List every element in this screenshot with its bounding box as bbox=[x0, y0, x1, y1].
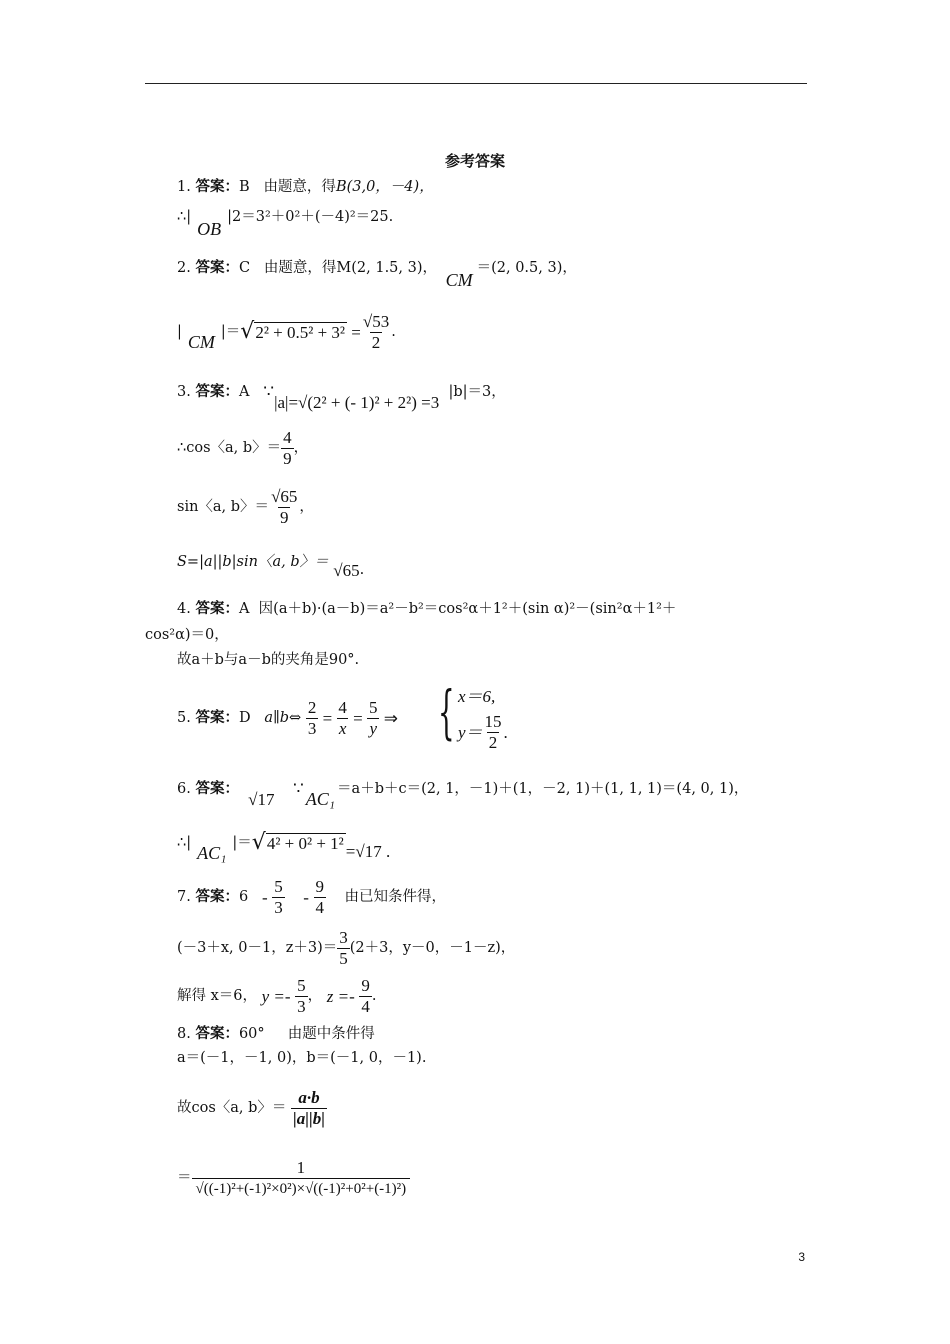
q1-line1: 1. 答案：B 由题意，得B(3,0，－4)， bbox=[177, 179, 434, 195]
vector-ac1: AC₁ bbox=[305, 789, 336, 809]
page-title: 参考答案 bbox=[444, 152, 505, 170]
q8-vectors: a＝(－1，－1, 0)，b＝(－1, 0，－1). bbox=[177, 1050, 427, 1066]
fraction: $\frac{√53}{2}$ bbox=[362, 312, 390, 352]
q3-area: S=|a||b|sin〈a, b〉＝ √65 . bbox=[177, 554, 365, 580]
mod-a-expression: |a|=√(2² + (- 1)² + 2²) =3 bbox=[274, 393, 440, 412]
q7-line1: 7. 答案： 6 - $\frac{5}{3}$ - $\frac{9}{4}$ 由已知条件得， bbox=[177, 877, 446, 917]
q7-line3: 解得 x＝6， y =- $\frac{5}{3}$ ， z =- $\frac{9}{4}$ . bbox=[177, 976, 377, 1016]
vector-ob: OB bbox=[197, 219, 222, 239]
sqrt-expression: √ 2² + 0.5² + 3² bbox=[240, 319, 346, 345]
q1-line2: ∴|OB|2＝3²＋0²＋(－4)²＝25. bbox=[177, 209, 394, 239]
q8-cos: 故cos〈a, b〉＝ $\frac{a\cdot b}{|a||b|}$ bbox=[177, 1088, 326, 1128]
q3-cos: ∴cos〈a, b〉＝ $\frac{4}{9}$ ， bbox=[177, 428, 309, 468]
system-eq2: y＝ $\frac{15}{2}$ . bbox=[458, 712, 508, 752]
q6-line1: 6. 答案： √17 ∵ AC₁ ＝a＋b＋c＝(2, 1，－1)＋(1，－2, 1)＋(1, 1, 1)＝(4, 0, 1)， bbox=[177, 778, 749, 809]
page-number: 3 bbox=[798, 1250, 805, 1264]
q4-line1: 4. 答案：A 因(a＋b)·(a－b)＝a²－b²＝cos²α＋1²＋(sin α)²－(sin²α＋1²＋ bbox=[177, 601, 677, 617]
q6-line2: ∴ | AC₁ |＝ √ 4² + 0² + 1² =√17 . bbox=[177, 830, 391, 863]
answer-label: 答案： bbox=[195, 179, 239, 195]
q8-line1: 8. 答案：60° 由题中条件得 bbox=[177, 1026, 375, 1042]
vector-cm: CM bbox=[445, 270, 473, 290]
q8-final: ＝ $\frac{1}{\text{√((-1)²+(-1)²×0²)×√((-1)²+0²+(-1)²)}}$ bbox=[177, 1158, 410, 1198]
q5-line: 5. 答案： D a∥b⇔ $\frac{2}{3}$ = $\frac{4}{x}$ = $\frac{5}{y}$ ⇒ bbox=[177, 698, 398, 738]
q4-line2: cos²α)＝0， bbox=[145, 627, 229, 643]
system-brace: { bbox=[438, 678, 455, 746]
q7-line2: (－3＋x, 0－1，z＋3)＝ $\frac{3}{5}$ (2＋3，y－0，－1－z)， bbox=[177, 928, 516, 968]
q3-line1: 3. 答案： A ∵ |a|=√(2² + (- 1)² + 2²) =3 |b|＝3， bbox=[177, 382, 506, 412]
header-rule bbox=[145, 83, 807, 84]
q3-sin: sin〈a, b〉＝ $\frac{√65}{9}$ ， bbox=[177, 487, 314, 527]
system-eq1: x＝6, bbox=[458, 687, 496, 706]
q2-line1: 2. 答案：C 由题意，得M(2, 1.5, 3)， CM＝(2, 0.5, 3)， bbox=[177, 260, 577, 290]
q2-line2: | CM |＝ √ 2² + 0.5² + 3² = $\frac{√53}{2}$ . bbox=[177, 312, 396, 353]
final-fraction: $\frac{1}{\text{√((-1)²+(-1)²×0²)×√((-1)²+0²+(-1)²)}}$ bbox=[192, 1158, 411, 1198]
q4-line3: 故a＋b与a－b的夹角是90°. bbox=[177, 652, 360, 668]
